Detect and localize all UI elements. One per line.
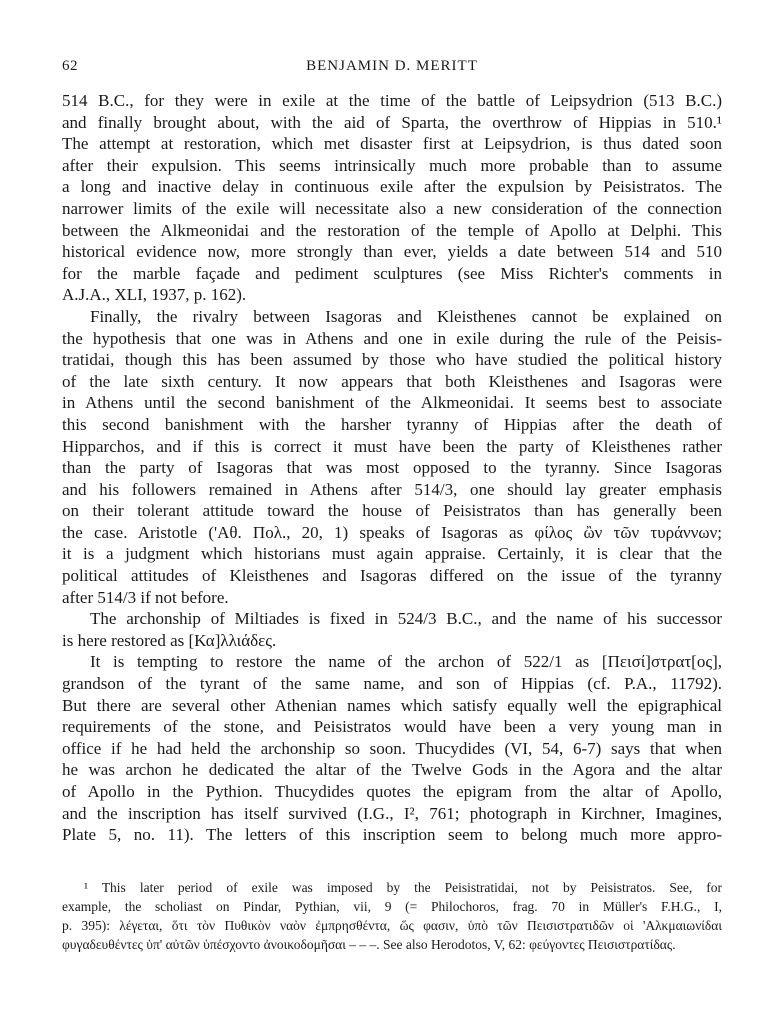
text-line: historical evidence now, more strongly than ever, yields a date between 514 and 510: [62, 242, 722, 262]
text-line: a long and inactive delay in continuous exile after the expulsion by Peisistratos. The: [62, 177, 722, 197]
page-header: [62, 58, 722, 80]
body-text: [62, 90, 722, 846]
text-line: But there are several other Athenian names which satisfy equally well the epigraphical: [62, 695, 722, 715]
footnote-line: p. 395): λέγεται, ὅτι τὸν Πυθικὸν ναὸν ἐμπρησθέντα, ὥς φασιν, ὑπὸ τῶν Πεισιστρατιδῶν οἱ 'Αλκμαιωνίδαι: [62, 918, 722, 933]
text-line: It is tempting to restore the name of the archon of 522/1 as [Πεισί]στρατ[ος],: [90, 652, 722, 672]
text-line: after their expulsion. This seems intrinsically much more probable than to assume: [62, 155, 722, 175]
text-line: office if he had held the archonship so soon. Thucydides (VI, 54, 6-7) says that when: [62, 738, 722, 758]
text-line: The archonship of Miltiades is fixed in 524/3 B.C., and the name of his successor: [90, 609, 722, 629]
text-line: after 514/3 if not before.: [62, 587, 229, 607]
text-line: on their tolerant attitude toward the house of Peisistratos than has generally been: [62, 501, 722, 521]
text-line: the hypothesis that one was in Athens and one in exile during the rule of the Peisis-: [62, 328, 722, 348]
text-line: 514 B.C., for they were in exile at the time of the battle of Leipsydrion (513 B.C.): [62, 91, 722, 110]
text-line: Finally, the rivalry between Isagoras and Kleisthenes cannot be explained on: [90, 306, 722, 326]
text-line: Hipparchos, and if this is correct it must have been the party of Kleisthenes rather: [62, 436, 722, 456]
text-line: and finally brought about, with the aid of Sparta, the overthrow of Hippias in 510.¹: [62, 112, 722, 132]
text-line: for the marble façade and pediment sculptures (see Miss Richter's comments in: [62, 263, 722, 283]
text-line: of Apollo in the Pythion. Thucydides quotes the epigram from the altar of Apollo,: [62, 782, 722, 801]
text-line: Plate 5, no. 11). The letters of this inscription seem to belong much more appro-: [62, 825, 722, 845]
text-line: between the Alkmeonidai and the restoration of the temple of Apollo at Delphi. This: [62, 220, 722, 240]
text-line: grandson of the tyrant of the same name, and son of Hippias (cf. P.A., 11792).: [62, 674, 722, 694]
text-line: tratidai, though this has been assumed by those who have studied the political history: [62, 350, 722, 370]
footnotes: [62, 878, 722, 954]
text-line: The attempt at restoration, which met disaster first at Leipsydrion, is thus dated soon: [62, 134, 722, 154]
footnote-line: ¹ This later period of exile was imposed by the Peisistratidai, not by Peisistratos. See, for: [84, 880, 722, 895]
footnote-line: example, the scholiast on Pindar, Pythian, vii, 9 (= Philochoros, frag. 70 in Müller's F.H.G., I,: [62, 899, 722, 914]
text-line: political attitudes of Kleisthenes and Isagoras differed on the issue of the tyranny: [62, 566, 722, 586]
text-line: A.J.A., XLI, 1937, p. 162).: [62, 285, 247, 305]
text-line: it is a judgment which historians must again appraise. Certainly, it is clear that the: [62, 544, 722, 564]
text-line: the case. Aristotle ('Αθ. Πολ., 20, 1) speaks of Isagoras as φίλος ὢν τῶν τυράννων;: [62, 522, 722, 542]
text-line: of the late sixth century. It now appears that both Kleisthenes and Isagoras were: [62, 371, 722, 391]
text-line: and his followers remained in Athens after 514/3, one should lay greater emphasis: [62, 479, 722, 499]
text-line: he was archon he dedicated the altar of the Twelve Gods in the Agora and the altar: [62, 760, 722, 780]
text-line: in Athens until the second banishment of the Alkmeonidai. It seems best to associate: [62, 393, 722, 413]
text-line: narrower limits of the exile will necessitate also a new consideration of the connection: [62, 198, 722, 218]
running-head: BENJAMIN D. MERITT: [306, 58, 478, 74]
footnote-line: φυγαδευθέντες ὑπ' αὐτῶν ὑπέσχοντο ἀνοικοδομῆσαι – – –. See also Herodotos, V, 62: φεύγοντες Πεισιστρατίδας.: [62, 937, 676, 952]
text-line: requirements of the stone, and Peisistratos would have been a very young man in: [62, 717, 722, 737]
text-line: and the inscription has itself survived (I.G., I², 761; photograph in Kirchner, Imagines,: [62, 803, 722, 823]
text-line: than the party of Isagoras that was most opposed to the tyranny. Since Isagoras: [62, 458, 722, 478]
text-line: is here restored as [Κα]λλιάδες.: [62, 630, 277, 650]
text-line: this second banishment with the harsher tyranny of Hippias after the death of: [62, 414, 722, 434]
page-number: 62: [62, 58, 78, 74]
